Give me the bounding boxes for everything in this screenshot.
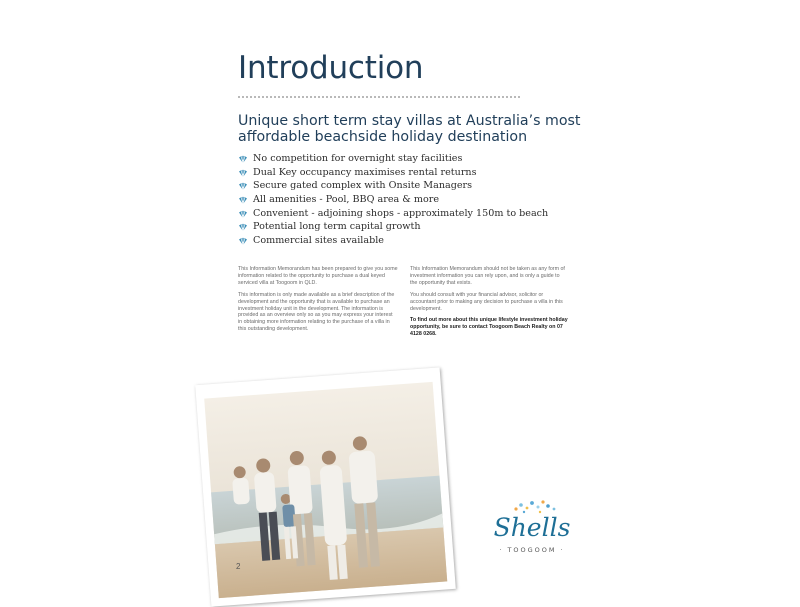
page-title: Introduction: [238, 50, 424, 86]
feature-item: [238, 152, 548, 166]
feature-text: All amenities - Pool, BBQ area & more: [253, 194, 440, 206]
title-divider: [238, 96, 520, 98]
shell-bullet-icon: [238, 209, 248, 219]
feature-text: Potential long term capital growth: [253, 221, 421, 233]
beach-scene-image: [195, 367, 456, 606]
feature-text: Secure gated complex with Onsite Managers: [253, 180, 473, 192]
logo-wordmark: Shells: [493, 513, 571, 542]
shell-bullet-icon: [238, 168, 248, 178]
feature-item: [238, 179, 548, 193]
shell-bullet-icon: [238, 236, 248, 246]
body-paragraph: This Information Memorandum has been prepared to give you some information related to the opportunity to purchase a dual keyed serviced villa at Toogoom in QLD.: [238, 266, 398, 286]
contact-paragraph: [410, 317, 568, 338]
contact-text: To find out more about this unique lifestyle investment holiday opportunity, be sure to contact Toogoom Beach Realty on: [410, 317, 568, 331]
subtitle-line-2: affordable beachside holiday destination: [238, 129, 528, 145]
body-paragraph: This information is only made available as a brief description of the development and the opportunity that is available to purchase an investment holiday unit in the development. The information is provided as an overview only so as you may express your interest in obtaining more information relating to the purchase of a villa in this outstanding development.: [238, 291, 395, 333]
feature-item: [238, 220, 548, 234]
phone-number: 07 4128 0268: [410, 324, 563, 338]
contact-end: .: [435, 331, 437, 338]
feature-item: [238, 207, 548, 221]
page-number: 2: [236, 562, 241, 571]
shell-bullet-icon: [238, 195, 248, 205]
subtitle: [238, 113, 581, 145]
shell-bullet-icon: [238, 154, 248, 164]
logo-location: · TOOGOOM ·: [499, 546, 565, 554]
body-paragraph: You should consult with your financial advisor, solicitor or accountant prior to making any decision to purchase a villa in this development.: [410, 291, 563, 312]
feature-text: Convenient - adjoining shops - approximately 150m to beach: [253, 207, 549, 219]
subtitle-line-1: Unique short term stay villas at Australia’s most: [238, 113, 581, 129]
shells-toogoom-logo: [488, 497, 576, 565]
feature-item: [238, 234, 548, 248]
feature-text: Dual Key occupancy maximises rental returns: [253, 166, 477, 178]
feature-item: [238, 166, 548, 180]
body-paragraph: This Information Memorandum should not be taken as any form of investment information you can rely upon, and is only a guide to the opportunity that exists.: [410, 266, 565, 286]
shell-bullet-icon: [238, 181, 248, 191]
family-beach-photo: [195, 367, 456, 606]
right-text-column: [410, 266, 568, 343]
feature-item: [238, 193, 548, 207]
feature-list: [238, 152, 548, 248]
feature-text: Commercial sites available: [253, 235, 384, 247]
feature-text: No competition for overnight stay facilities: [253, 153, 463, 164]
shell-bullet-icon: [238, 222, 248, 232]
left-text-column: [238, 266, 398, 338]
